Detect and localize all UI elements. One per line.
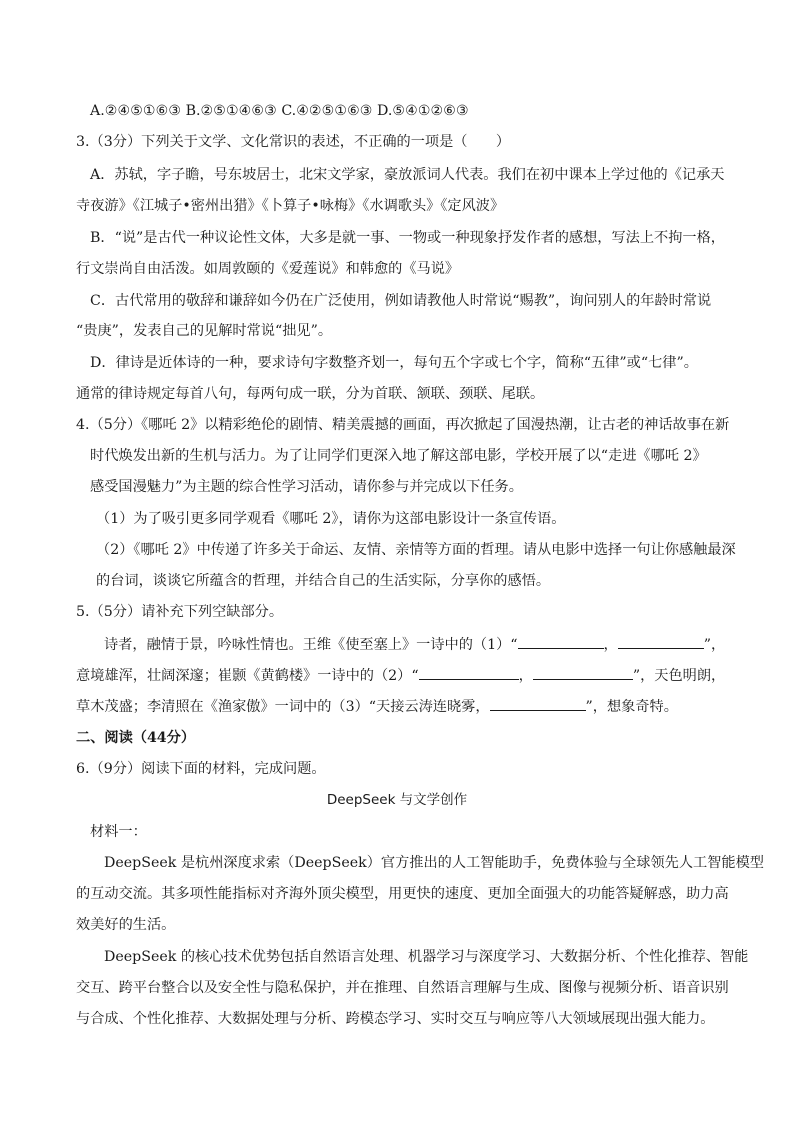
q3-option-a-line1: A．苏轼，字子瞻，号东坡居士，北宋文学家，豪放派词人代表。我们在初中课本上学过他的《记承天 (90, 167, 725, 183)
q5-line1-text-a: 诗者，融情于景，吟咏性情也。王维《使至塞上》一诗中的（1）“ (104, 637, 518, 653)
q3-option-d-line2: 通常的律诗规定每首八句，每两句成一联，分为首联、颔联、颈联、尾联。 (76, 386, 545, 402)
q3-option-c-line2: “贵庚”，发表自己的见解时常说“拙见”。 (76, 323, 333, 339)
q4-stem-line2: 时代焕发出新的生机与活力。为了让同学们更深入地了解这部电影，学校开展了以“走进《哪吒 2》 (90, 448, 707, 464)
q3-stem: 3.（3分）下列关于文学、文化常识的表述，不正确的一项是（ ） (76, 134, 511, 150)
q3-option-c-line1: C．古代常用的敬辞和谦辞如今仍在广泛使用，例如请教他人时常说“赐教”，询问别人的年龄时常说 (90, 293, 712, 309)
q2-options: A.②④⑤①⑥③ B.②⑤①④⑥③ C.④②⑤①⑥③ D.⑤④①②⑥③ (90, 103, 469, 119)
q3-option-a-line2: 寺夜游》《江城子•密州出猎》《卜算子•咏梅》《水调歌头》《定风波》 (76, 198, 505, 214)
passage-title: DeepSeek 与文学创作 (326, 792, 468, 808)
q3-option-b-line2: 行文崇尚自由活泼。如周敦颐的《爱莲说》和韩愈的《马说》 (76, 261, 460, 277)
q5-line1 (104, 634, 754, 655)
material-para1-line1: DeepSeek 是杭州深度求索（DeepSeek）官方推出的人工智能助手，免费体验与全球领先人工智能模型 (104, 855, 764, 871)
material-para1-line3: 效美好的生活。 (76, 917, 176, 933)
material-para2-line2: 交互、跨平台整合以及安全性与隐私保护，并在推理、自然语言理解与生成、图像与视频分析、语音识别 (76, 980, 729, 996)
q4-stem-line1: 4.（5分）《哪吒 2》以精彩绝伦的剧情、精美震撼的画面，再次掀起了国漫热潮，让古老的神话故事在新 (76, 417, 730, 433)
q5-blank-1b[interactable] (618, 634, 704, 649)
q6-stem: 6.（9分）阅读下面的材料，完成问题。 (76, 761, 326, 777)
q5-blank-2a[interactable] (419, 665, 519, 680)
q5-line3-text-b: ”，想象奇特。 (585, 699, 678, 715)
q5-line1-text-b: ， (603, 637, 618, 653)
q5-line2-text-b: ， (518, 668, 533, 684)
q5-line2 (76, 665, 726, 686)
q4-task2-line1: （2）《哪吒 2》中传递了许多关于命运、友情、亲情等方面的哲理。请从电影中选择一句让你感触最深 (96, 542, 736, 558)
q5-blank-1a[interactable] (518, 634, 604, 649)
material-one-label: 材料一： (90, 824, 147, 840)
q4-task1: （1）为了吸引更多同学观看《哪吒 2》，请你为这部电影设计一条宣传语。 (96, 511, 566, 527)
q3-option-d-line1: D．律诗是近体诗的一种，要求诗句字数整齐划一，每句五个字或七个字，简称“五律”或“七律”。 (90, 355, 698, 371)
q5-line3 (76, 696, 726, 717)
material-para2-line1: DeepSeek 的核心技术优势包括自然语言处理、机器学习与深度学习、大数据分析、个性化推荐、智能 (104, 949, 749, 965)
q3-option-b-line1: B．“说”是古代一种议论性文体，大多是就一事、一物或一种现象抒发作者的感想，写法上不拘一格， (90, 230, 725, 246)
q5-blank-3[interactable] (490, 696, 586, 711)
q5-stem: 5.（5分）请补充下列空缺部分。 (76, 604, 284, 620)
q5-line1-text-c: ”， (703, 637, 726, 653)
material-para2-line3: 与合成、个性化推荐、大数据处理与分析、跨模态学习、实时交互与响应等八大领域展现出强大能力。 (76, 1011, 715, 1027)
section-reading-heading: 二、阅读（44分） (76, 730, 196, 746)
material-para1-line2: 的互动交流。其多项性能指标对齐海外顶尖模型，用更快的速度、更加全面强大的功能答疑解惑，助力高 (76, 886, 729, 902)
q5-line2-text-a: 意境雄浑，壮阔深邃；崔颢《黄鹤楼》一诗中的（2）“ (76, 668, 419, 684)
q4-stem-line3: 感受国漫魅力”为主题的综合性学习活动，请你参与并完成以下任务。 (90, 479, 523, 495)
q4-task2-line2: 的台词，谈谈它所蕴含的哲理，并结合自己的生活实际，分享你的感悟。 (96, 573, 551, 589)
q5-line2-text-c: ”，天色明朗， (632, 668, 726, 684)
q5-line3-text-a: 草木茂盛；李清照在《渔家傲》一词中的（3）“天接云涛连晓雾， (76, 699, 490, 715)
q5-blank-2b[interactable] (533, 665, 633, 680)
